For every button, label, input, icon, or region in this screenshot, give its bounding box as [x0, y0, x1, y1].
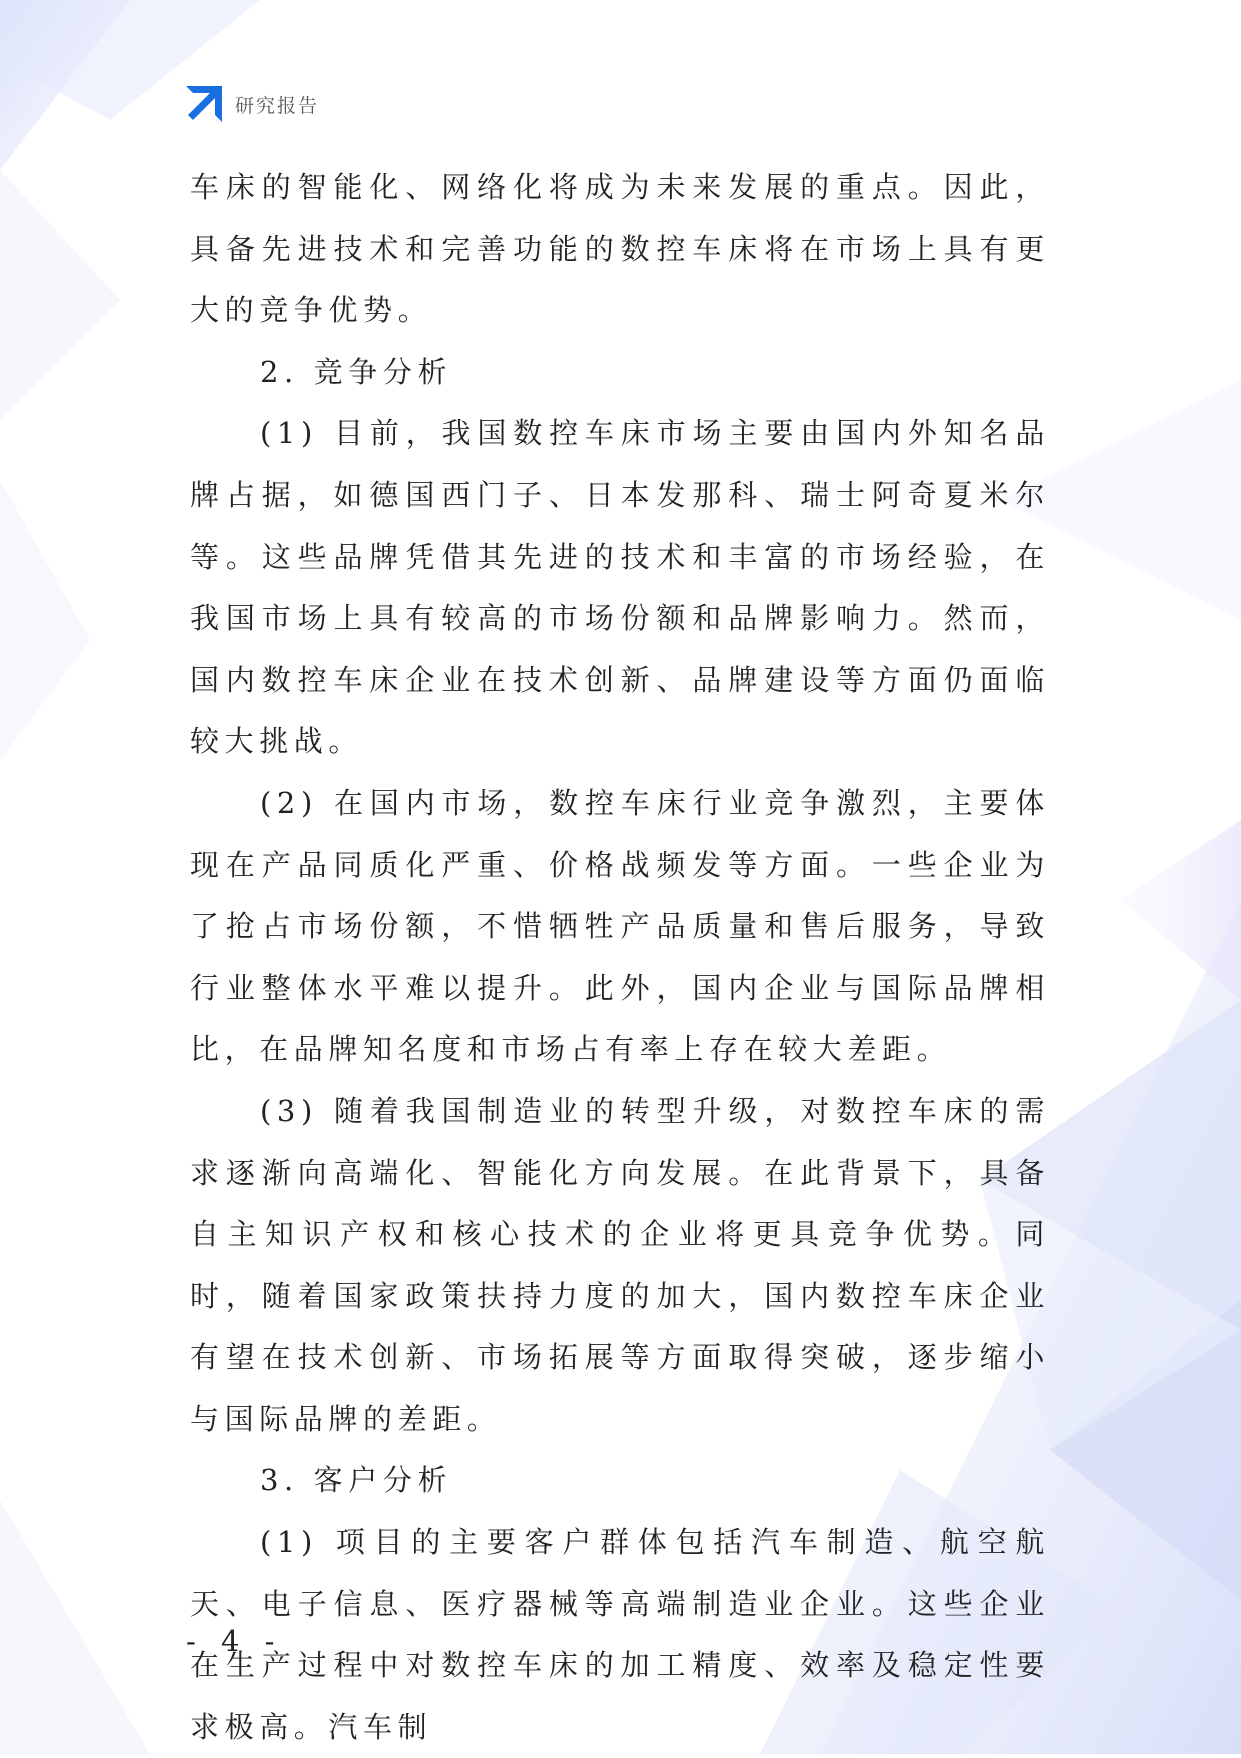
section-heading-customer: 3. 客户分析	[260, 1463, 453, 1498]
paragraph-customer-1: (1) 项目的主要客户群体包括汽车制造、航空航天、电子信息、医疗器械等高端制造业企业。这些企业在生产过程中对数控车床的加工精度、效率及稳定性要求极高。汽车制	[190, 1525, 1050, 1744]
section-heading-competition: 2. 竞争分析	[260, 354, 453, 389]
document-body	[190, 157, 1050, 1758]
paragraph-competition-3: (3) 随着我国制造业的转型升级，对数控车床的需求逐渐向高端化、智能化方向发展。在此背景下，具备自主知识产权和核心技术的企业将更具竞争优势。同时，随着国家政策扶持力度的加大，国内数控车床企业有望在技术创新、市场拓展等方面取得突破，逐步缩小与国际品牌的差距。	[190, 1093, 1050, 1436]
arrow-up-right-icon	[186, 86, 222, 122]
page-number: - 4 -	[186, 1624, 283, 1658]
paragraph-competition-1: (1) 目前，我国数控车床市场主要由国内外知名品牌占据，如德国西门子、日本发那科、瑞士阿奇夏米尔等。这些品牌凭借其先进的技术和丰富的市场经验，在我国市场上具有较高的市场份额和品牌影响力。然而，国内数控车床企业在技术创新、品牌建设等方面仍面临较大挑战。	[190, 416, 1050, 759]
header-title: 研究报告	[235, 94, 320, 117]
paragraph-continuation: 车床的智能化、网络化将成为未来发展的重点。因此，具备先进技术和完善功能的数控车床将在市场上具有更大的竞争优势。	[190, 170, 1050, 328]
paragraph-competition-2: (2) 在国内市场，数控车床行业竞争激烈，主要体现在产品同质化严重、价格战频发等方面。一些企业为了抢占市场份额，不惜牺牲产品质量和售后服务，导致行业整体水平难以提升。此外，国内企业与国际品牌相比，在品牌知名度和市场占有率上存在较大差距。	[190, 785, 1050, 1067]
report-header	[186, 86, 319, 122]
